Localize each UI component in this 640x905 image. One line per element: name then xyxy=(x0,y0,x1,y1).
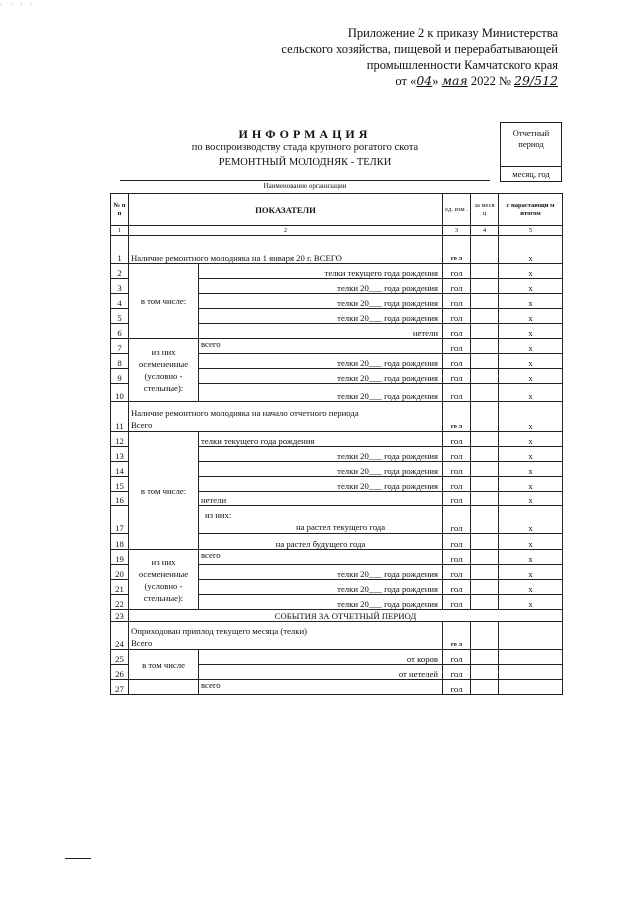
table-row: 22 телки 20___ года рождения гол х xyxy=(111,595,563,610)
table-row: 11 Наличие ремонтного молодняка на начало отчетного периода Всего го л х xyxy=(111,402,563,432)
input-cell[interactable] xyxy=(471,402,499,432)
table-row: 10 телки 20___ года рождения гол х xyxy=(111,384,563,402)
input-cell[interactable] xyxy=(471,506,499,534)
col-period-header: за меся ц xyxy=(471,194,499,226)
header-line-2: сельского хозяйства, пищевой и перерабатывающей xyxy=(281,42,558,56)
group-label-inseminated-2: из них осемененные (условно - стельные): xyxy=(129,550,199,610)
input-cell[interactable] xyxy=(471,477,499,492)
table-row: 4 телки 20___ года рождения гол х xyxy=(111,294,563,309)
table-row: 2 в том числе: телки текущего года рождения гол х xyxy=(111,264,563,279)
table-row: 24 Оприходован приплод текущего месяца (телки) Всего го л xyxy=(111,622,563,650)
table-row: 6 нетели гол х xyxy=(111,324,563,339)
scan-mark: - - - - xyxy=(0,0,36,8)
table-header-row xyxy=(111,194,563,226)
document-title: ИНФОРМАЦИЯ xyxy=(238,127,372,141)
input-cell[interactable] xyxy=(471,492,499,506)
document-subtitle-2: РЕМОНТНЫЙ МОЛОДНЯК - ТЕЛКИ xyxy=(218,157,392,168)
input-cell[interactable] xyxy=(471,534,499,550)
input-cell[interactable] xyxy=(471,650,499,665)
input-cell[interactable] xyxy=(471,354,499,369)
report-table xyxy=(110,193,563,695)
input-cell[interactable] xyxy=(499,680,563,695)
handwritten-month: мая xyxy=(441,73,468,88)
col-unit-header: ед. изм . xyxy=(443,194,471,226)
table-row: 9 телки 20___ года рождения гол х xyxy=(111,369,563,384)
input-cell[interactable] xyxy=(471,550,499,565)
group-label-inseminated: из них осемененные (условно - стельные): xyxy=(129,339,199,402)
col-indicators-header: ПОКАЗАТЕЛИ xyxy=(129,194,443,226)
appendix-header xyxy=(281,25,558,89)
table-row: 25 в том числе от коров гол xyxy=(111,650,563,665)
table-row: 27 всего гол xyxy=(111,680,563,695)
table-row: 14 телки 20___ года рождения гол х xyxy=(111,462,563,477)
table-row: 15 телки 20___ года рождения гол х xyxy=(111,477,563,492)
input-cell[interactable] xyxy=(471,384,499,402)
input-cell[interactable] xyxy=(471,622,499,650)
input-cell[interactable] xyxy=(471,432,499,447)
group-label-in-total-3: в том числе xyxy=(129,650,199,680)
table-row: 17 из них: на растел текущего года гол х xyxy=(111,506,563,534)
footnote-divider xyxy=(65,858,91,859)
input-cell[interactable] xyxy=(471,665,499,680)
table-row: 7 из них осемененные (условно - стельные): всего гол х xyxy=(111,339,563,354)
table-row: 13 телки 20___ года рождения гол х xyxy=(111,447,563,462)
table-row: 1 Наличие ремонтного молодняка на 1 января 20 г. ВСЕГО го л х xyxy=(111,236,563,264)
group-label-in-total: в том числе: xyxy=(129,264,199,339)
input-cell[interactable] xyxy=(471,324,499,339)
col-num-header: № п п xyxy=(111,194,129,226)
input-cell[interactable] xyxy=(471,294,499,309)
reporting-period-box xyxy=(500,122,562,182)
document-subtitle-1: по воспроизводству стада крупного рогатого скота xyxy=(191,142,419,153)
header-date-line: от «04» мая 2022 № 29/512 xyxy=(395,73,558,88)
group-label-in-total-2: в том числе: xyxy=(129,432,199,550)
input-cell[interactable] xyxy=(471,580,499,595)
input-cell[interactable] xyxy=(471,680,499,695)
period-value-label: месяц, год xyxy=(501,166,561,181)
header-line-1: Приложение 2 к приказу Министерства xyxy=(347,26,558,40)
input-cell[interactable] xyxy=(499,665,563,680)
input-cell[interactable] xyxy=(499,622,563,650)
table-row: 18 на растел будущего года гол х xyxy=(111,534,563,550)
input-cell[interactable] xyxy=(471,595,499,610)
header-line-3: промышленности Камчатского края xyxy=(366,58,558,72)
input-cell[interactable] xyxy=(471,462,499,477)
column-numbers-row: 1 2 3 4 5 xyxy=(111,226,563,236)
input-cell[interactable] xyxy=(471,447,499,462)
handwritten-doc-number: 29/512 xyxy=(514,73,558,88)
table-row: 3 телки 20___ года рождения гол х xyxy=(111,279,563,294)
events-section-header: СОБЫТИЯ ЗА ОТЧЕТНЫЙ ПЕРИОД xyxy=(129,610,563,622)
table-row: 20 телки 20___ года рождения гол х xyxy=(111,565,563,580)
input-cell[interactable] xyxy=(471,565,499,580)
input-cell[interactable] xyxy=(471,309,499,324)
input-cell[interactable] xyxy=(471,279,499,294)
table-row: 23 СОБЫТИЯ ЗА ОТЧЕТНЫЙ ПЕРИОД xyxy=(111,610,563,622)
table-row: 8 телки 20___ года рождения гол х xyxy=(111,354,563,369)
handwritten-day: 04 xyxy=(416,73,433,88)
table-row: 21 телки 20___ года рождения гол х xyxy=(111,580,563,595)
organization-name-field: Наименование организации xyxy=(120,180,490,190)
period-label: Отчетный период xyxy=(512,128,550,149)
input-cell[interactable] xyxy=(471,339,499,354)
input-cell[interactable] xyxy=(471,369,499,384)
table-row: 19 из них осемененные (условно - стельные): всего гол х xyxy=(111,550,563,565)
table-row: 26 от нетелей гол xyxy=(111,665,563,680)
table-row: 16 нетели гол х xyxy=(111,492,563,506)
input-cell[interactable] xyxy=(471,264,499,279)
table-row: 12 в том числе: телки текущего года рождения гол х xyxy=(111,432,563,447)
col-cumulative-header: с нарастающи м итогом xyxy=(499,194,563,226)
table-row: 5 телки 20___ года рождения гол х xyxy=(111,309,563,324)
input-cell[interactable] xyxy=(471,236,499,264)
input-cell[interactable] xyxy=(499,650,563,665)
